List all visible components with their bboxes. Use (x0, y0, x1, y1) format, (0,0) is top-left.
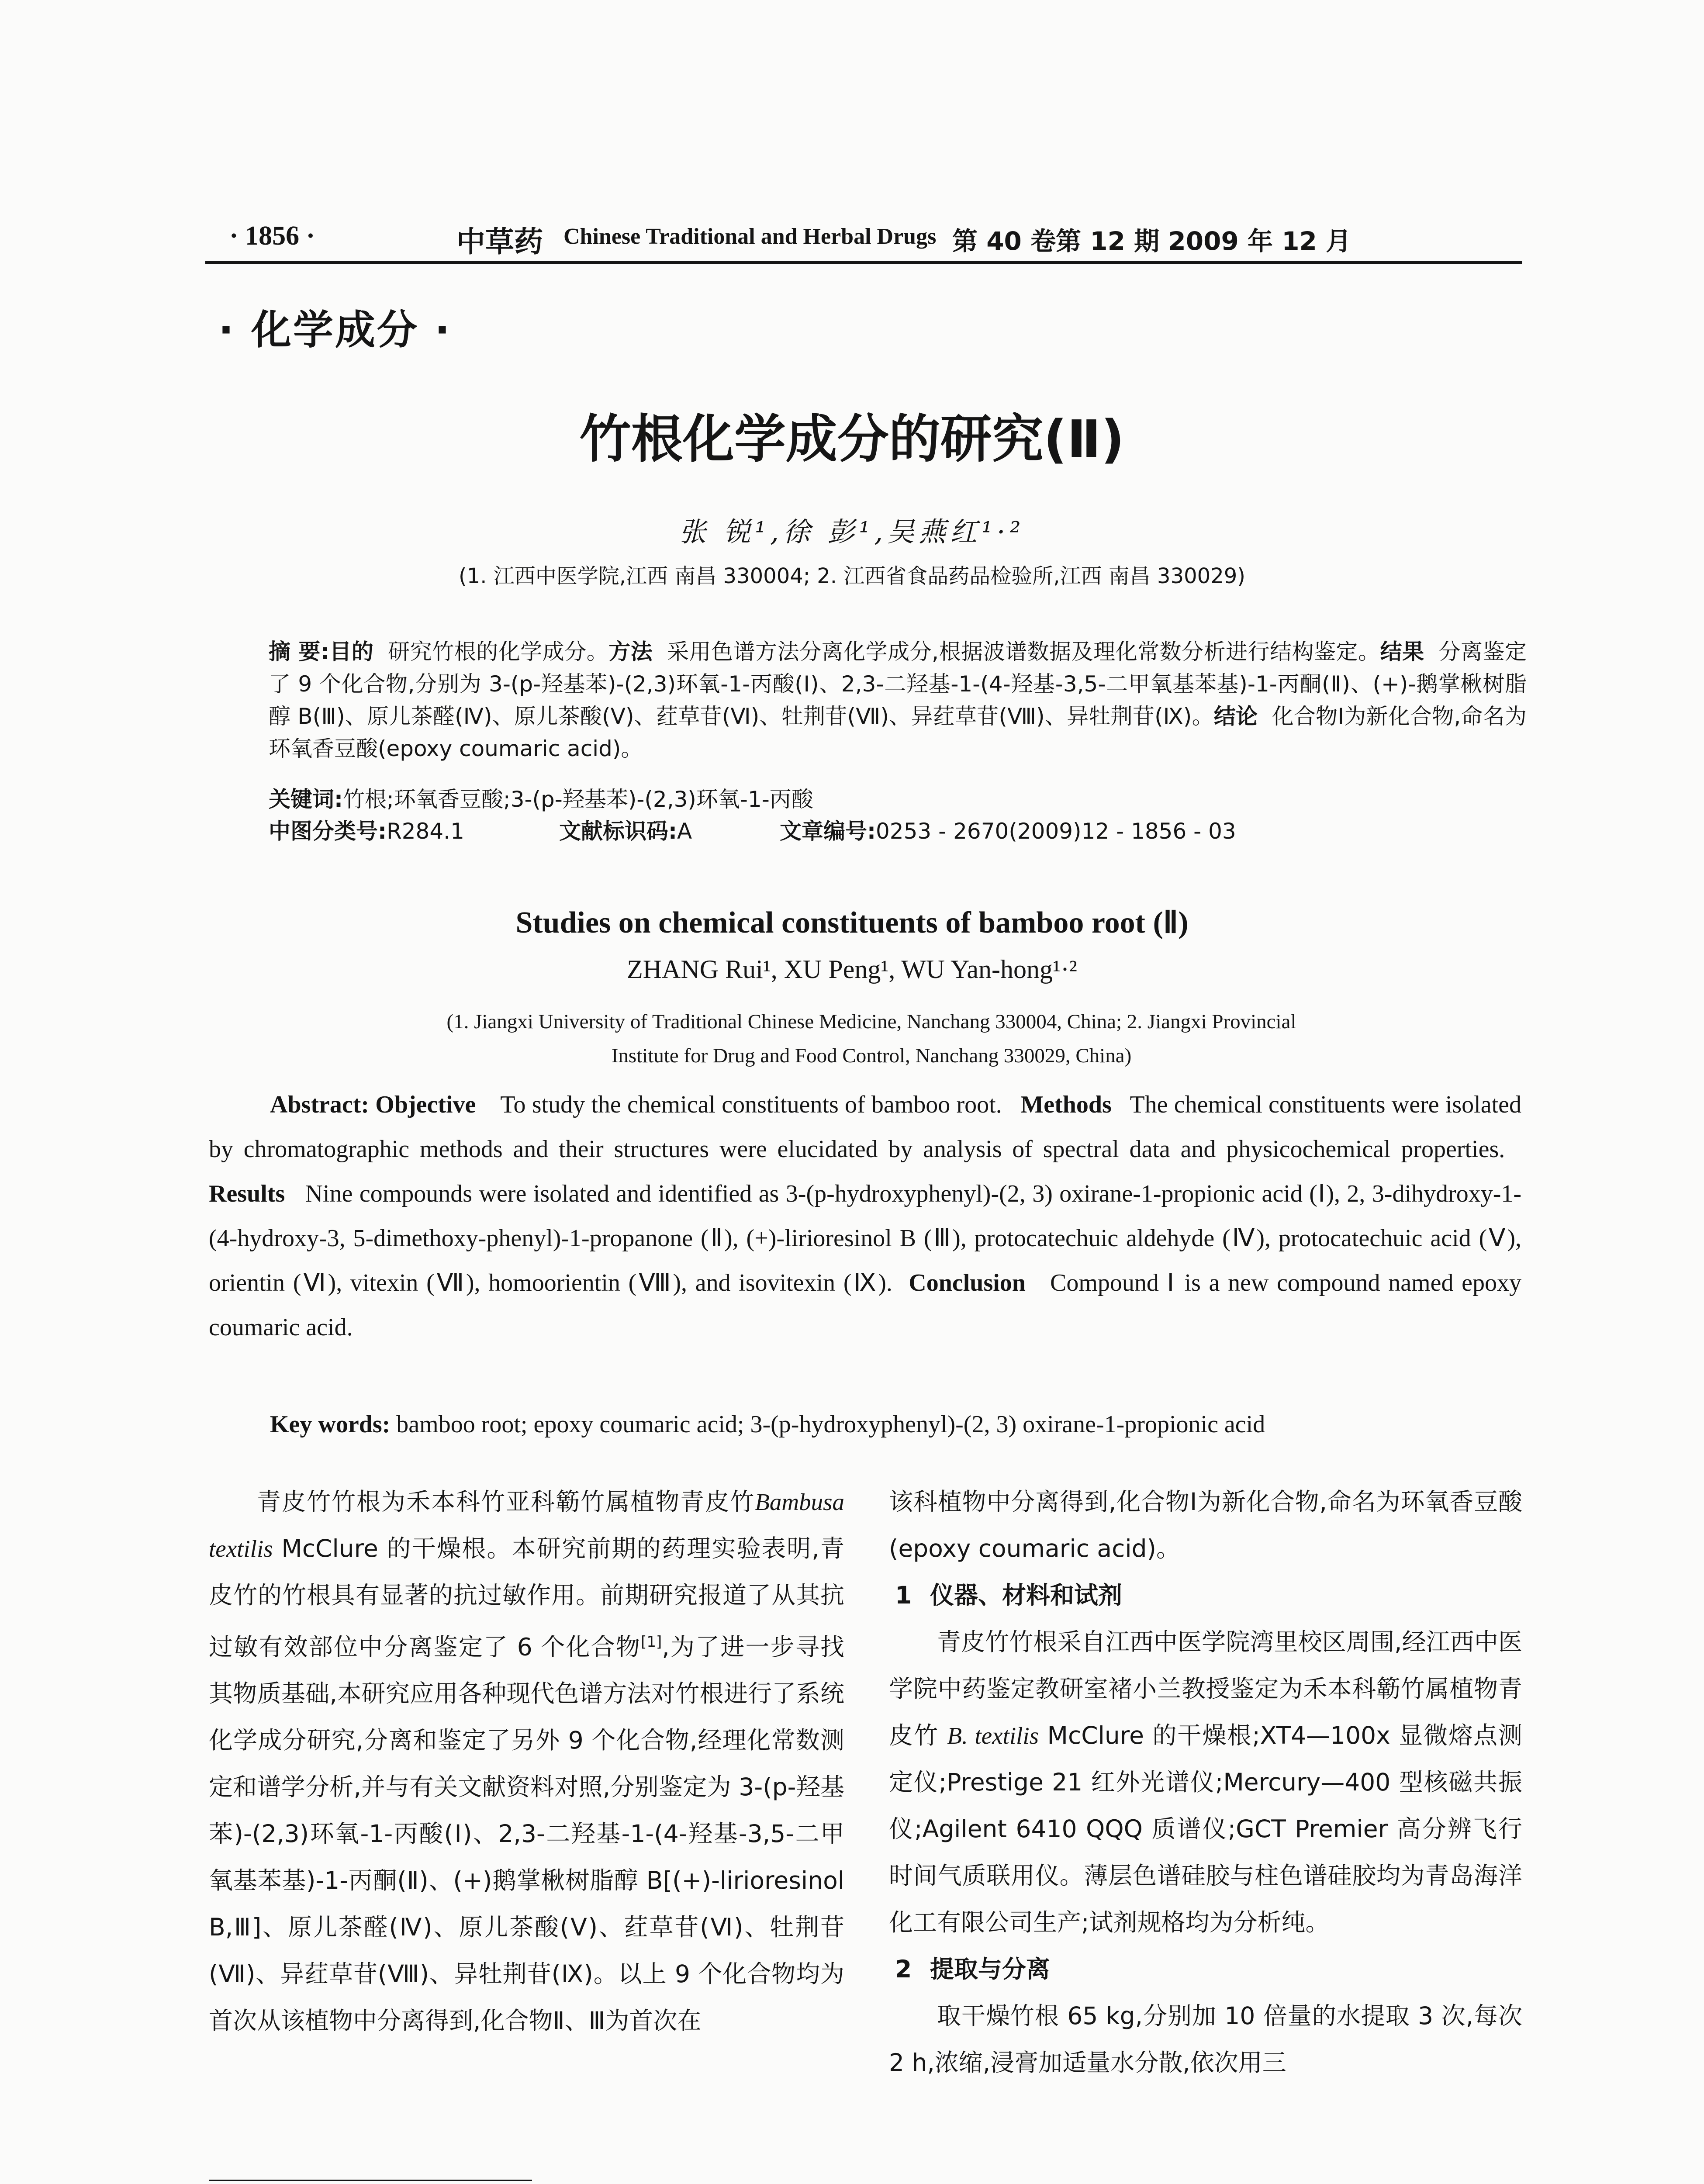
article-id-label: 文章编号: (780, 819, 876, 844)
intro-paragraph (209, 1479, 844, 2044)
section-2-number: 2 (895, 1955, 912, 1983)
conclusion-cn: 化合物Ⅰ为新化合物,命名为环氧香豆酸(epoxy coumaric acid)。 (269, 704, 1527, 761)
extraction-paragraph: 取干燥竹根 65 kg,分别加 10 倍量的水提取 3 次,每次 2 h,浓缩,浸膏加适量水分散,依次用三 (889, 2002, 1522, 2077)
materials-paragraph (889, 1619, 1522, 1946)
abstract-en-label: Abstract: (270, 1091, 370, 1118)
title-cn: 竹根化学成分的研究(Ⅱ) (579, 409, 1125, 469)
doc-code-label: 文献标识码: (559, 819, 677, 844)
doc-code-value: A (677, 819, 692, 844)
intro-text-1: 青皮竹竹根为禾本科竹亚科簕竹属植物青皮竹 (257, 1488, 755, 1516)
conclusion-en: Compound Ⅰ is a new compound named epoxy coumaric acid. (209, 1269, 1522, 1341)
methods-en: The chemical constituents were isolated by chromatographic methods and their structures were elucidated by analysis of spectral data and physicochemical properties. (209, 1091, 1522, 1163)
conclusion-label-en: Conclusion (909, 1269, 1026, 1296)
keywords-en (270, 1402, 1265, 1447)
affiliation-en-line-1: (1. Jiangxi University of Traditional Chinese Medicine, Nanchang 330004, China; 2. Jiangxi Provincial (446, 1010, 1296, 1033)
title-en: Studies on chemical constituents of bamboo root (Ⅱ) (515, 906, 1189, 940)
classification-line (269, 815, 1527, 847)
materials-text-1: 青皮竹竹根采自江西中医学院湾里校区周围,经江西中医学院中药鉴定教研室褚小兰教授鉴定为禾本科簕竹属植物青皮竹 (889, 1628, 1522, 1749)
results-en: Nine compounds were isolated and identified as 3-(p-hydroxyphenyl)-(2, 3) oxirane-1-propionic acid (Ⅰ), 2, 3-dihydroxy-1-(4-hydroxy-3, 5-dimethoxy-phenyl)-1-propanone (Ⅱ), (+)-lirioresinol B (Ⅲ), protocatechuic aldehyde (Ⅳ), protocatechuic acid (Ⅴ), orientin (Ⅵ), vitexin (Ⅶ), homoorientin (Ⅷ), and isovitexin (Ⅸ). (209, 1180, 1522, 1296)
methods-label-en: Methods (1020, 1091, 1112, 1118)
affiliation-en (269, 1005, 1474, 1073)
footnote-rule (209, 2180, 532, 2181)
results-cn: 分离鉴定了 9 个化合物,分别为 3-(p-羟基苯)-(2,3)环氧-1-丙酸(Ⅰ)、2,3-二羟基-1-(4-羟基-3,5-二甲氧基苯基)-1-丙酮(Ⅱ)、(+)-鹅掌楸树脂醇 B(Ⅲ)、原儿茶醛(Ⅳ)、原儿茶酸(Ⅴ)、荭草苷(Ⅵ)、牡荆苷(Ⅶ)、异荭草苷(Ⅷ)、异牡荆苷(Ⅸ)。 (269, 639, 1527, 729)
keywords-cn-text: 竹根;环氧香豆酸;3-(p-羟基苯)-(2,3)环氧-1-丙酸 (343, 787, 813, 812)
intro-text-3: ,为了进一步寻找其物质基础,本研究应用各种现代色谱方法对竹根进行了系统化学成分研究,分离和鉴定了另外 9 个化合物,经理化常数测定和谱学分析,并与有关文献资料对照,分别鉴定为 3-(p-羟基苯)-(2,3)环氧-1-丙酸(Ⅰ)、2,3-二羟基-1-(4-羟基-3,5-二甲氧基苯基)-1-丙酮(Ⅱ)、(+)鹅掌楸树脂醇 B[(+)-lirioresinol B,Ⅲ]、原儿茶醛(Ⅳ)、原儿茶酸(Ⅴ)、荭草苷(Ⅵ)、牡荆苷(Ⅶ)、异荭草苷(Ⅷ)、异牡荆苷(Ⅸ)。以上 9 个化合物均为首次从该植物中分离得到,化合物Ⅱ、Ⅲ为首次在 (209, 1633, 844, 2035)
objective-en: To study the chemical constituents of bamboo root. (500, 1091, 1002, 1118)
abstract-en (209, 1082, 1521, 1350)
abstract-cn (269, 636, 1527, 765)
journal-name-en: Chinese Traditional and Herbal Drugs (563, 224, 937, 249)
section-tag: · 化学成分 · (218, 307, 452, 353)
article-id-value: 0253 - 2670(2009)12 - 1856 - 03 (876, 819, 1236, 844)
intro-text-2: McClure 的干燥根。本研究前期的药理实验表明,青皮竹的竹根具有显著的抗过敏作用。前期研究报道了从其抗过敏有效部位中分离鉴定了 6 个化合物 (209, 1534, 844, 1661)
keywords-en-text: bamboo root; epoxy coumaric acid; 3-(p-hydroxyphenyl)-(2, 3) oxirane-1-propionic acid (396, 1411, 1265, 1438)
body-column-right (889, 1479, 1522, 2086)
affiliation-cn: (1. 江西中医学院,江西 南昌 330004; 2. 江西省食品药品检验所,江西 南昌 330029) (458, 564, 1245, 588)
section-2-title: 提取与分离 (930, 1955, 1051, 1983)
intro-continued: 该科植物中分离得到,化合物Ⅰ为新化合物,命名为环氧香豆酸(epoxy coumaric acid)。 (889, 1488, 1522, 1562)
section-1-title: 仪器、材料和试剂 (930, 1581, 1123, 1609)
objective-cn: 研究竹根的化学成分。 (388, 639, 609, 664)
species-name: Bambusa textilis (209, 1489, 844, 1562)
methods-cn: 采用色谱方法分离化学成分,根据波谱数据及理化常数分析进行结构鉴定。 (667, 639, 1380, 664)
section-1-heading (889, 1572, 1522, 1619)
section-1-number: 1 (895, 1581, 912, 1609)
keywords-cn (269, 783, 813, 816)
keywords-cn-label: 关键词: (269, 787, 343, 812)
journal-name-cn: 中草药 (456, 225, 543, 259)
body-column-left (209, 1479, 844, 2044)
abstract-cn-label: 摘 要: (269, 639, 329, 664)
reference-1: [1] (641, 1633, 662, 1651)
keywords-en-label: Key words: (270, 1411, 391, 1438)
page-number: · 1856 · (229, 221, 315, 251)
methods-label-cn: 方法 (608, 639, 653, 664)
objective-label-en: Objective (375, 1091, 476, 1118)
authors-en: ZHANG Rui¹, XU Peng¹, WU Yan-hong¹·² (627, 955, 1077, 984)
authors-cn: 张 锐¹,徐 彭¹,吴燕红¹·² (679, 516, 1025, 548)
clc-label: 中图分类号: (269, 819, 387, 844)
section-2-heading (889, 1946, 1522, 1993)
objective-label-cn: 目的 (329, 639, 374, 664)
clc-value: R284.1 (387, 819, 464, 844)
issue-info: 第 40 卷第 12 期 2009 年 12 月 (952, 226, 1351, 256)
header-rule (205, 261, 1522, 264)
results-label-cn: 结果 (1380, 639, 1424, 664)
materials-text-2: McClure 的干燥根;XT4—100x 显微熔点测定仪;Prestige 21 红外光谱仪;Mercury—400 型核磁共振仪;Agilent 6410 QQQ 质谱仪;GCT Premier 高分辨飞行时间气质联用仪。薄层色谱硅胶与柱色谱硅胶均为青岛海洋化工有限公司生产;试剂规格均为分析纯。 (889, 1721, 1522, 1936)
conclusion-label-cn: 结论 (1213, 704, 1258, 729)
species-name-abbr: B. textilis (947, 1722, 1039, 1749)
affiliation-en-line-2: Institute for Drug and Food Control, Nanchang 330029, China) (611, 1044, 1132, 1067)
results-label-en: Results (209, 1180, 285, 1207)
